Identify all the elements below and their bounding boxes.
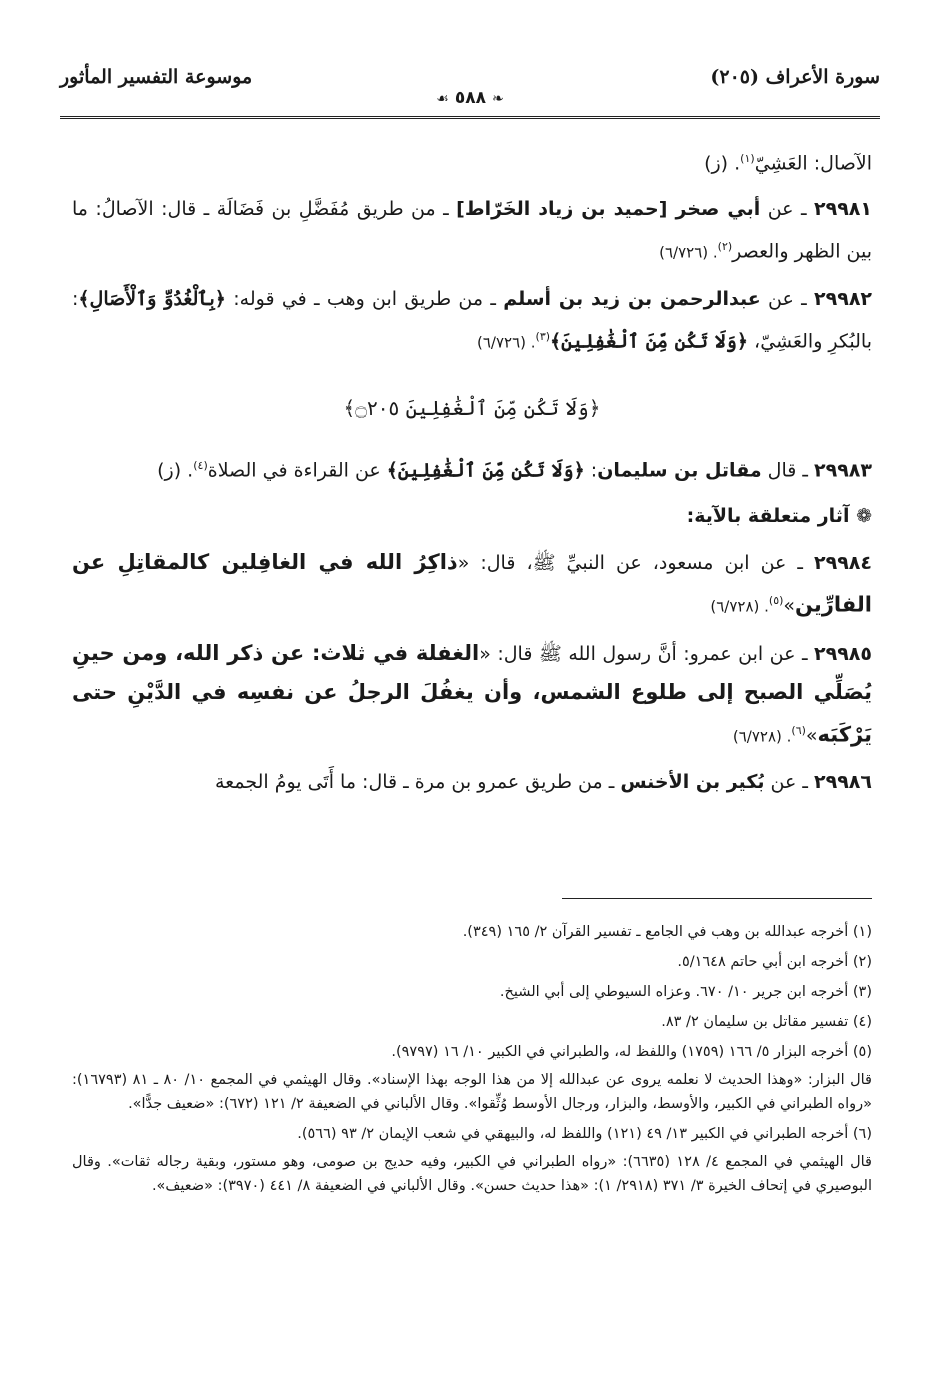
header-rule: [60, 116, 880, 119]
ornament-icon: ❧: [491, 91, 504, 107]
main-text: [72, 140, 872, 809]
footnote-rule: [562, 898, 872, 899]
text: ـ عن: [764, 770, 815, 793]
text: ـ عن ابن مسعود، عن النبيِّ ﷺ، قال: «: [457, 552, 814, 575]
text: عن القراءة في الصلاة: [207, 459, 387, 482]
narrator-name: بُكير بن الأخنس: [620, 770, 765, 793]
paragraph: [72, 140, 872, 182]
text: . (ز): [704, 152, 741, 175]
text: »: [805, 723, 818, 746]
text: : بالبُكرِ والعَشِيّ،: [72, 287, 872, 352]
footnote-6-commentary: قال الهيثمي في المجمع ٤/ ١٢٨ (٦٦٣٥): «رواه الطبراني في الكبير، وفيه حديج بن صومى، وهو مستور، وبقية رجاله ثقات». وقال البوصيري في إتحاف الخيرة ٣/ ٣٧١ (٢٩١٨/ ١): «هذا حديث حسن». وقال الألباني في الضعيفة ٨/ ٤٤١ (٣٩٧٠): «ضعيف».: [72, 1154, 872, 1194]
quran-verse: ﴿بِٱلْغُدُوِّ وَٱلْأَصَالِ﴾: [78, 287, 226, 310]
hadith-text: الغفلة في ثلاث: عن ذكر الله، ومن حينِ يُصَلِّي الصبح إلى طلوع الشمس، وأن يغفُلَ الرجلُ عن نفسِه في الدَّيْنِ حتى يَرْكَبَه: [72, 640, 872, 746]
footnote-4: (٤) تفسير مقاتل بن سليمان ٢/ ٨٣.: [661, 1014, 872, 1030]
running-header: [60, 60, 880, 110]
text: :: [584, 459, 598, 482]
text: ـ عن: [760, 287, 815, 310]
ornament-icon: ☙: [436, 91, 449, 107]
text: ـ من طريق عمرو بن مرة ـ قال: ما أَتَى يومُ الجمعة: [214, 770, 621, 793]
footnote-2: (٢) أخرجه ابن أبي حاتم ٥/١٦٤٨.: [677, 954, 872, 970]
paragraph-29981: [72, 190, 872, 271]
page-number: [60, 88, 880, 108]
footnote-ref: (٤): [193, 458, 208, 472]
quran-verse: ﴿وَلَا تَكُن مِّنَ ٱلْغَٰفِلِينَ﴾: [550, 329, 749, 352]
footnote-ref: (٦): [791, 723, 806, 737]
paragraph-29984: [72, 543, 872, 625]
text: ـ من طريق مُفَضَّلِ بن فَضَالَة ـ قال: الآصالُ: ما بين الظهر والعصر: [72, 198, 872, 263]
entry-number: ٢٩٩٨٦: [814, 770, 872, 793]
surah-title: سورة الأعراف (٢٠٥): [710, 66, 880, 88]
page-number-text: ٥٨٨: [454, 88, 486, 108]
footnote-5-commentary: قال البزار: «وهذا الحديث لا نعلمه يروى عن عبدالله إلا من هذا الوجه بهذا الإسناد». وقال الهيثمي في المجمع ١٠/ ٨٠ ـ ٨١ (١٦٧٩٣): «رواه الطبراني في الكبير، والأوسط، والبزار، ورجال الأوسط وُثِّقوا». وقال الألباني في الضعيفة ٢/ ١٢١ (٦٧٢): «ضعيف جدًّا».: [72, 1072, 872, 1112]
paragraph-29985: [72, 634, 872, 755]
text: . (ز): [157, 459, 194, 482]
entry-number: ٢٩٩٨١: [814, 198, 872, 221]
ayah-heading: ﴿وَلَا تَكُن مِّنَ ٱلْغَٰفِلِينَ ۝٢٠٥﴾: [343, 395, 601, 420]
paragraph-29982: [72, 280, 872, 361]
footnote-ref: (١): [740, 152, 755, 165]
text: ـ عن: [760, 198, 814, 221]
footnote-5: (٥) أخرجه البزار ٥/ ١٦٦ (١٧٥٩) واللفظ له، والطبراني في الكبير ١٠/ ١٦ (٩٧٩٧).: [391, 1044, 872, 1060]
narrator-name: أبي صخر [حميد بن زياد الخَرّاط]: [456, 198, 761, 221]
entry-number: ٢٩٩٨٥: [814, 642, 872, 665]
entry-number: ٢٩٩٨٢: [814, 287, 873, 310]
quran-verse: ﴿وَلَا تَكُن مِّنَ ٱلْغَٰفِلِينَ﴾: [386, 459, 585, 482]
narrator-name: مقاتل بن سليمان: [597, 459, 762, 482]
text: ـ من طريق ابن وهب ـ في قوله:: [225, 287, 504, 310]
footnote-3: (٣) أخرجه ابن جرير ١٠/ ٦٧٠. وعزاه السيوطي إلى أبي الشيخ.: [499, 984, 872, 1000]
volume-ref: . (٦/٧٢٦): [659, 243, 718, 262]
footnote-ref: (٣): [535, 329, 551, 343]
text: الآصال: العَشِيّ: [754, 152, 872, 175]
entry-number: ٢٩٩٨٤: [814, 552, 872, 575]
text: ـ عن ابن عمرو: أنَّ رسول الله ﷺ قال: «: [479, 642, 815, 665]
volume-ref: . (٦/٧٢٦): [476, 332, 536, 351]
entry-number: ٢٩٩٨٣: [814, 459, 872, 482]
footnote-ref: (٥): [768, 594, 784, 608]
paragraph-29986: [72, 763, 872, 801]
book-title: موسوعة التفسير المأثور: [60, 66, 253, 88]
hadith-text: ذاكِرُ الله في الغافِلين كالمقاتِلِ عن الفارِّين: [72, 550, 872, 617]
footnote-6: (٦) أخرجه الطبراني في الكبير ١٣/ ٤٩ (١٢١) واللفظ له، والبيهقي في شعب الإيمان ٢/ ٩٣ (٥٦٦).: [297, 1126, 872, 1142]
footnote-1: (١) أخرجه عبدالله بن وهب في الجامع ـ تفسير القرآن ٢/ ١٦٥ (٣٤٩).: [462, 924, 872, 940]
text: ـ قال: [761, 459, 815, 482]
text: »: [783, 594, 796, 617]
footnotes: [72, 920, 872, 1204]
volume-ref: . (٦/٧٢٨): [732, 726, 792, 745]
footnote-ref: (٢): [717, 240, 733, 254]
narrator-name: عبدالرحمن بن زيد بن أسلم: [503, 287, 761, 310]
paragraph-29983: [72, 447, 872, 489]
volume-ref: . (٦/٧٢٨): [710, 597, 769, 616]
section-heading: ❁ آثار متعلقة بالآية:: [686, 505, 872, 528]
